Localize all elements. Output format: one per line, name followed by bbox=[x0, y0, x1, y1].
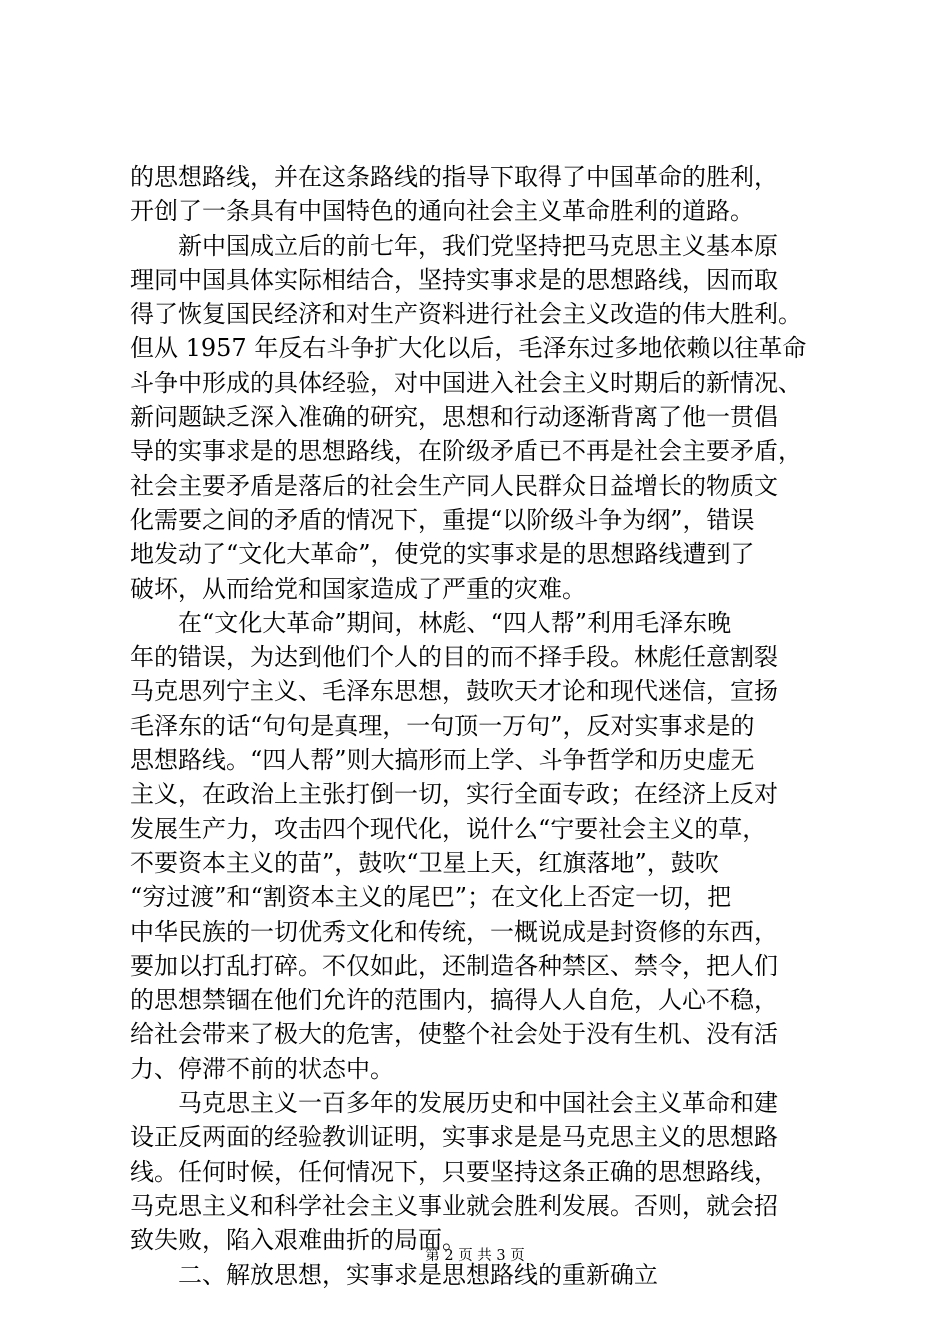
text-line: 中华民族的一切优秀文化和传统，一概说成是封资修的东西， bbox=[130, 917, 778, 946]
page-footer: 第 2 页 共 3 页 bbox=[425, 1248, 525, 1264]
text-line: 破坏，从而给党和国家造成了严重的灾难。 bbox=[130, 574, 586, 603]
text-line: “穷过渡”和“割资本主义的尾巴”；在文化上否定一切，把 bbox=[130, 883, 732, 912]
text-line: 要加以打乱打碎。不仅如此，还制造各种禁区、禁令，把人们 bbox=[130, 951, 778, 980]
text-line: 导的实事求是的思想路线，在阶级矛盾已不再是社会主要矛盾， bbox=[130, 437, 802, 466]
body-text bbox=[130, 160, 830, 1292]
text-line: 得了恢复国民经济和对生产资料进行社会主义改造的伟大胜利。 bbox=[130, 300, 802, 329]
text-line: 思想路线。“四人帮”则大搞形而上学、斗争哲学和历史虚无 bbox=[130, 746, 755, 775]
text-line: 发展生产力，攻击四个现代化，说什么“宁要社会主义的草， bbox=[130, 814, 767, 843]
text-line: 斗争中形成的具体经验，对中国进入社会主义时期后的新情况、 bbox=[130, 368, 802, 397]
text-line: 主义，在政治上主张打倒一切，实行全面专政；在经济上反对 bbox=[130, 780, 778, 809]
text-line: 新问题缺乏深入准确的研究，思想和行动逐渐背离了他一贯倡 bbox=[130, 403, 778, 432]
text-line: 的思想禁锢在他们允许的范围内，搞得人人自危，人心不稳， bbox=[130, 986, 778, 1015]
text-line: 年的错误，为达到他们个人的目的而不择手段。林彪任意割裂 bbox=[130, 643, 778, 672]
text-line: 不要资本主义的苗”，鼓吹“卫星上天，红旗落地”，鼓吹 bbox=[130, 848, 719, 877]
text-line: 马克思主义一百多年的发展历史和中国社会主义革命和建 bbox=[130, 1089, 778, 1118]
text-line: 致失败，陷入艰难曲折的局面。 bbox=[130, 1226, 466, 1255]
text-line: 给社会带来了极大的危害，使整个社会处于没有生机、没有活 bbox=[130, 1020, 778, 1049]
text-line: 马克思列宁主义、毛泽东思想，鼓吹天才论和现代迷信，宣扬 bbox=[130, 677, 778, 706]
text-line: 但从 1957 年反右斗争扩大化以后，毛泽东过多地依赖以往革命 bbox=[130, 334, 807, 363]
text-line: 马克思主义和科学社会主义事业就会胜利发展。否则，就会招 bbox=[130, 1191, 778, 1220]
text-line: 化需要之间的矛盾的情况下，重提“以阶级斗争为纲”，错误 bbox=[130, 505, 755, 534]
text-line: 在“文化大革命”期间，林彪、“四人帮”利用毛泽东晚 bbox=[130, 608, 732, 637]
text-line: 新中国成立后的前七年，我们党坚持把马克思主义基本原 bbox=[130, 231, 778, 260]
text-line: 的思想路线，并在这条路线的指导下取得了中国革命的胜利， bbox=[130, 163, 778, 191]
text-line: 力、停滞不前的状态中。 bbox=[130, 1054, 394, 1083]
text-line: 地发动了“文化大革命”，使党的实事求是的思想路线遭到了 bbox=[130, 540, 755, 569]
text-line: 开创了一条具有中国特色的通向社会主义革命胜利的道路。 bbox=[130, 197, 754, 226]
text-line: 毛泽东的话“句句是真理，一句顶一万句”，反对实事求是的 bbox=[130, 711, 755, 740]
text-line: 二、解放思想，实事求是思想路线的重新确立 bbox=[130, 1260, 658, 1289]
text-line: 线。任何时候，任何情况下，只要坚持这条正确的思想路线， bbox=[130, 1157, 778, 1186]
text-line: 理同中国具体实际相结合，坚持实事求是的思想路线，因而取 bbox=[130, 265, 778, 294]
text-line: 社会主要矛盾是落后的社会生产同人民群众日益增长的物质文 bbox=[130, 471, 778, 500]
text-line: 设正反两面的经验教训证明，实事求是是马克思主义的思想路 bbox=[130, 1123, 778, 1152]
